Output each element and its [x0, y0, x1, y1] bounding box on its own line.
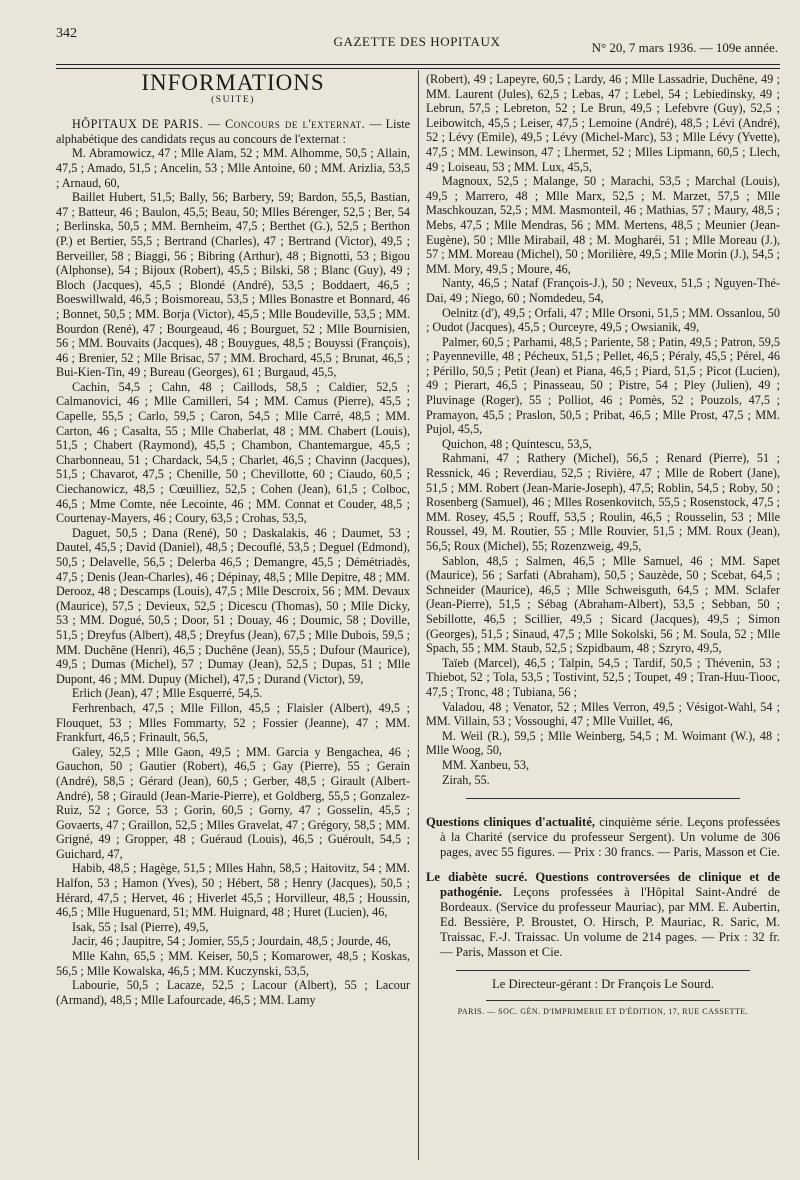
paragraph: Sablon, 48,5 ; Salmen, 46,5 ; Mlle Samuel, 46 ; MM. Sapet (Maurice), 56 ; Sarfati (Abraham), 50,5 ; Sauzède, 50 ; Scebat, 64,5 ; Schneider (Maurice), 46,5 ; Mlle Schweisguth, 64,5 ; MM. Sclafer (Jean-Pierre), 51,5 ; Sébag (Abraham-Albert), 53,5 ; Sebban, 50 ; Sebillotte, 46,5 ; Scillier, 49,5 ; Sicard (Jacques), 49,5 ; Simon (Georges), 51,5 ; Sinaud, 47,5 ; Mlle Sokolski, 56 ; M. Soula, 52 ; Mlle Spach, 55 ; MM. Staub, 52,5 ; Szpidbaum, 48 ; Szryro, 49,5,: [426, 553, 780, 656]
book-notices: [426, 815, 780, 960]
journal-title: GAZETTE DES HOPITAUX: [333, 34, 501, 49]
page-number: 342: [56, 26, 77, 41]
paragraph: M. Abramowicz, 47 ; Mlle Alam, 52 ; MM. Alhomme, 50,5 ; Allain, 47,5 ; Amado, 51,5 ; Ancelin, 53 ; Mlle Antoine, 60 ; MM. Arizlia, 53,5 ; Arnaud, 60,: [56, 146, 410, 190]
paragraph: Habib, 48,5 ; Hagège, 51,5 ; Mlles Hahn, 58,5 ; Haitovitz, 54 ; MM. Halfon, 53 ; Hamon (Yves), 50 ; Hébert, 58 ; Henry (Jacques), 50,5 ; Hérard, 47,5 ; Hervet, 46 ; Hiverlet 45,5 ; Horvilleur, 48,5 ; Houssin, 46,5 ; Mlle Huguenard, 51; MM. Huignard, 48 ; Huret (Lucien), 46,: [56, 861, 410, 920]
paragraph: Baillet Hubert, 51,5; Bally, 56; Barbery, 59; Bardon, 55,5, Bastian, 47 ; Batteur, 46 ; Baulon, 45,5; Beau, 50; Mlles Bérenger, 52,5 ; Ber, 54 ; Berlinska, 50,5 ; MM. Bernheim, 47,5 ; Berthet (G.), 52,5 ; Berthon (P.) et Bertier, 55,5 ; Bertrand (Charles), 47 ; Bertrand (Victor), 49,5 ; Berveiller, 58 ; Biaggi, 56 ; Bibring (Arthur), 48 ; Bignotti, 53 ; Bigou (Alphonse), 54 ; Bijoux (Robert), 45,5 ; Bilski, 58 ; Blanc (Guy), 49 ; Bloch (Jacques), 45,5 ; Blondé (André), 53,5 ; Boddaert, 46,5 ; Boeswillwald, 46,5 ; Boismoreau, 53,5 ; Mlles Bonastre et Bonnard, 46 ; Bonnet, 50,5 ; MM. Borja (Victor), 45,5 ; Mlle Boudeville, 53,5 ; MM. Bourdon (René), 47 ; Bourgeaud, 46 ; Bourguet, 52 ; Mlle Bournisien, 56 ; MM. Bouvaits (Jacques), 48 ; Bouygues, 48,5 ; Bouyssi (François), 46 ; Brenier, 52 ; Mlle Brisac, 57 ; MM. Brochard, 45,5 ; Brunat, 46,5 ; Bui-Kien-Tin, 49 ; Bureau (Georges), 61 ; Burgaud, 45,5,: [56, 190, 410, 380]
section-intro: — Liste alphabétique des candidats reçus au concours de l'externat :: [56, 117, 411, 146]
printer-imprint: [426, 1000, 780, 1020]
paragraph: Ferhrenbach, 47,5 ; Mlle Fillon, 45,5 ; Flaisler (Albert), 49,5 ; Flouquet, 53 ; Mlles Fommarty, 52 ; Fossier (Jeanne), 47 ; MM. Frankfurt, 46,5 ; Frinault, 56,5,: [56, 700, 410, 745]
section-separator: [466, 798, 740, 799]
paragraph: MM. Xanbeu, 53,: [442, 757, 529, 772]
paragraph: Jacir, 46 ; Jaupitre, 54 ; Jomier, 55,5 ; Jourdain, 48,5 ; Jourde, 46,: [72, 934, 391, 949]
header-rule-2: [56, 68, 780, 69]
paragraph: Galey, 52,5 ; Mlle Gaon, 49,5 ; MM. Garcia y Bengachea, 46 ; Gauchon, 50 ; Gautier (Robert), 46,5 ; Gay (Pierre), 55 ; Gerain (André), 58,5 ; Gérard (Jean), 60,5 ; Gerber, 48,5 ; Girault (Albert-André), 58 ; Girauld (Jean-Marie-Pierre), et Goldberg, 55,5 ; Gonzalez-Ruiz, 52 ; Gorce, 53 ; Gorin, 60,5 ; Gorny, 47 ; Gosselin, 45,5 ; Govaerts, 47 ; Graillon, 52,5 ; Mlles Gravelat, 47 ; Grégory, 58,5 ; MM. Grigné, 49 ; Gropper, 48 ; Guéraud (Louis), 46,5 ; Guéroult, 54,5 ; Guichard, 47,: [56, 744, 410, 861]
paragraph: (Robert), 49 ; Lapeyre, 60,5 ; Lardy, 46 ; Mlle Lassadrie, Duchêne, 49 ; MM. Laurent (Jules), 62,5 ; Lebas, 47 ; Lebel, 54 ; Lebiedinsky, 49 ; Lebrun, 57,5 ; Lebreton, 52 ; Le Brun, 49,5 ; Lefebvre (Guy), 52,5 ; Leibowitch, 45,5 ; Leiser, 47,5 ; Lemoine (André), 48,5 ; Lévi (André), 52 ; Lévy (Emile), 49,5 ; Lévy (Michel-Marc), 53 ; Mlle Lévy (Yvette), 47,5 ; MM. Lewinson, 47 ; Lhermet, 52 ; Mlles Lipmann, 60,5 ; Llech, 49 ; Loiseau, 53 ; MM. Lux, 45,5,: [426, 72, 780, 174]
section-title: INFORMATIONS: [141, 70, 325, 95]
right-column: [426, 72, 780, 1019]
paragraph: Cachin, 54,5 ; Cahn, 48 ; Caillods, 58,5 ; Caldier, 52,5 ; Calmanovici, 46 ; Mlle Camilleri, 54 ; MM. Camus (Pierre), 45,5 ; Capelle, 55,5 ; Carlo, 59,5 ; Caron, 54,5 ; Mlle Carré, 48,5 ; MM. Carton, 46 ; Casalta, 55 ; Mlle Chaberlat, 48 ; MM. Chabert (Louis), 51,5 ; Chabert (Raymond), 45,5 ; Chambon, Chantemargue, 45,5 ; Charbonneau, 51 ; Chardack, 54,5 ; Charlet, 46,5 ; Chavinn (Jacques), 51,5 ; Chavarot, 47,5 ; Chenille, 50 ; Chevillotte, 60 ; Ciaudo, 60,5 ; Ciechanowicz, 48,5 ; Cœuilliez, 52,5 ; Cohen (Jean), 61,5 ; Colboc, 46,5 ; Mme Comte, née Lecointe, 46 ; MM. Connat et Couder, 48,5 ; Courtenay-Mayers, 46 ; Coury, 63,5 ; Crohas, 53,5,: [56, 379, 410, 526]
paragraph: M. Weil (R.), 59,5 ; Mlle Weinberg, 54,5 ; M. Woimant (W.), 48 ; Mlle Woog, 50,: [426, 728, 780, 758]
book-description: cinquième série. Leçons professées à la Charité (service du professeur Sergent). Un volume de 306 pages, avec 55 figures. — Prix : 30 francs. — Paris, Masson et Cie.: [440, 815, 780, 860]
paragraph: Nanty, 46,5 ; Nataf (François-J.), 50 ; Neveux, 51,5 ; Nguyen-Thé-Dai, 49 ; Niego, 60 ; Nomdedeu, 54,: [426, 276, 780, 305]
paragraph: Labourie, 50,5 ; Lacaze, 52,5 ; Lacour (Albert), 55 ; Lacour (Armand), 48,5 ; Mlle Lafourcade, 46,5 ; MM. Lamy: [56, 978, 410, 1007]
paragraph: Isak, 55 ; Isal (Pierre), 49,5,: [72, 919, 209, 934]
printer-text: PARIS. — SOC. GÉN. D'IMPRIMERIE ET D'ÉDITION, 17, RUE CASSETTE.: [457, 1006, 749, 1016]
book-title: Questions cliniques d'actualité,: [426, 815, 595, 830]
paragraph: Valadou, 48 ; Venator, 52 ; Mlles Verron, 49,5 ; Vésigot-Wahl, 54 ; MM. Villain, 53 ; Vossoughi, 47 ; Mlle Vuillet, 46,: [426, 699, 780, 729]
paragraph: Palmer, 60,5 ; Parhami, 48,5 ; Pariente, 58 ; Patin, 49,5 ; Patron, 59,5 ; Payenneville, 48 ; Pécheux, 51,5 ; Pellet, 46,5 ; Péraly, 45,5 ; Pérel, 46 ; Périllo, 50,5 ; Petit (Jean) et Piana, 46,5 ; Piard, 51,5 ; Picot (Lucien), 49 ; Pierart, 46,5 ; Pinasseau, 50 ; Pistre, 54 ; Pley (Julien), 49 ; Pluvinage (Roger), 55 ; Polliot, 46 ; Pomès, 52 ; Pouzols, 47,5 ; Pramayon, 45,5 ; Praslon, 50,5 ; Pribat, 46,5 ; Mlle Prost, 47,5 ; MM. Pujol, 45,5,: [426, 334, 780, 437]
paragraph: Magnoux, 52,5 ; Malange, 50 ; Marachi, 53,5 ; Marchal (Louis), 49,5 ; Marrero, 48 ; Mlle Marx, 52,5 ; M. Marzet, 57,5 ; Mlle Maschkouzan, 52,5 ; MM. Masmonteil, 46 ; Mathias, 57 ; Maury, 48,5 ; Mebs, 47,5 ; Mlle Mendras, 56 ; MM. Mertens, 48,5 ; Meunier (Jean-Eugène), 50 ; Mlle Mirabail, 48 ; M. Mogharéi, 51 ; Mlle Moreau (J.), 57 ; MM. Moreau (Michel), 50 ; Morilière, 49,5 ; Mlle Morin (J.), 54,5 ; MM. Mory, 49,5 ; Moure, 46,: [426, 174, 780, 276]
book-notice: [426, 870, 780, 960]
book-title: Le diabète sucré. Questions controversées de clinique et de pathogénie.: [426, 870, 780, 900]
paragraph: Mlle Kahn, 65,5 ; MM. Keiser, 50,5 ; Komarower, 48,5 ; Koskas, 56,5 ; Mlle Kowalska, 46,5 ; MM. Kuczynski, 53,5,: [56, 949, 410, 978]
issue-date: N° 20, 7 mars 1936. — 109e année.: [591, 40, 778, 55]
paragraph: Quichon, 48 ; Quintescu, 53,5,: [442, 436, 592, 451]
paragraph: Taïeb (Marcel), 46,5 ; Talpin, 54,5 ; Tardif, 50,5 ; Thévenin, 53 ; Thiebot, 52 ; Tola, 53,5 ; Tostivint, 52,5 ; Toupet, 49 ; Tran-Huu-Tiooc, 47,5 ; Tronc, 48 ; Tubiana, 56 ;: [426, 655, 780, 699]
column-divider: [418, 70, 419, 1160]
paragraph: Rahmani, 47 ; Rathery (Michel), 56,5 ; Renard (Pierre), 51 ; Ressnick, 46 ; Reverdiau, 52,5 ; Rivière, 47 ; Mlle de Robert (Jane), 51,5 ; MM. Robert (Jean-Marie-Joseph), 47,5; Roblin, 54,5 ; Roby, 50 ; Rosenberg (Samuel), 46 ; Mlles Rosenkovitch, 55,5 ; Rosenstock, 47,5 ; MM. Rosey, 45,5 ; Rouff, 53,5 ; Roulin, 46,5 ; Rousselin, 53 ; Mlle Roussel, 49, M. Routier, 55 ; Mlle Rouvier, 51,5 ; MM. Roux (Jean), 56,5; Roux (Michel), 55; Rozenzweig, 49,5,: [426, 451, 780, 553]
left-column: [56, 72, 410, 1007]
book-description: Leçons professées à l'Hôpital Saint-André de Bordeaux. (Service du professeur Mauriac), par MM. E. Aubertin, Ed. Bessière, P. Broustet, O. Hirsch, P. Mauriac, R. Saric, M. Traissac, F.-J. Traissac. Un volume de 214 pages. — Prix : 32 fr. — Paris, Masson et Cie.: [440, 885, 780, 960]
director-text: Le Directeur-gérant : Dr François Le Sourd.: [492, 977, 714, 992]
director-manager: [426, 970, 780, 992]
paragraph: Zirah, 55.: [442, 772, 490, 787]
paragraph: Erlich (Jean), 47 ; Mlle Esquerré, 54,5.: [72, 686, 263, 701]
section-lead: [56, 117, 410, 146]
book-notice: [426, 815, 780, 860]
paragraph: Daguet, 50,5 ; Dana (René), 50 ; Daskalakis, 46 ; Daumet, 53 ; Dautel, 45,5 ; David (Daniel), 48,5 ; Decouflé, 53,5 ; Deguel (Edmond), 50,5 ; Delavelle, 56,5 ; Delerba 46,5 ; Demangre, 45,5 ; Démétriadès, 47,5 ; Denis (Jean-Charles), 46 ; Dépinay, 48,5 ; Mlle Depitre, 48 ; MM. Derooz, 48 ; Descamps (Louis), 47,5 ; Mlle Descroix, 56 ; MM. Devaux (Maurice), 57,5 ; Devieux, 52,5 ; Dicescu (Thomas), 50 ; Mlle Dicky, 53 ; MM. Dogué, 50,5 ; Door, 51 ; Douay, 46 ; Doumic, 58 ; Doville, 51,5 ; Dreyfus (Albert), 48,5 ; Dreyfus (Jean), 67,5 ; Mlle Dubois, 59,5 ; MM. Duchêne (Henri), 46,5 ; Duchêne (Jean), 55,5 ; Dufour (Maurice), 49,5 ; Dumas (Michel), 57 ; Dumay (Jean), 52,5 ; Dupas, 51 ; Mlle Dupont, 46 ; MM. Dupuy (Michel), 47,5 ; Durand (Victor), 59,: [56, 525, 410, 686]
header-rule: [56, 64, 780, 65]
paragraph: Oelnitz (d'), 49,5 ; Orfali, 47 ; Mlle Orsoni, 51,5 ; MM. Ossanlou, 50 ; Oudot (Jacques), 45,5 ; Ourceyre, 49,5 ; Owsianik, 49,: [426, 305, 780, 335]
section-subtitle: (SUITE): [211, 94, 255, 105]
section-head: HÔPITAUX DE PARIS. — Concours de l'externat.: [72, 117, 366, 132]
page-header: [56, 22, 778, 62]
